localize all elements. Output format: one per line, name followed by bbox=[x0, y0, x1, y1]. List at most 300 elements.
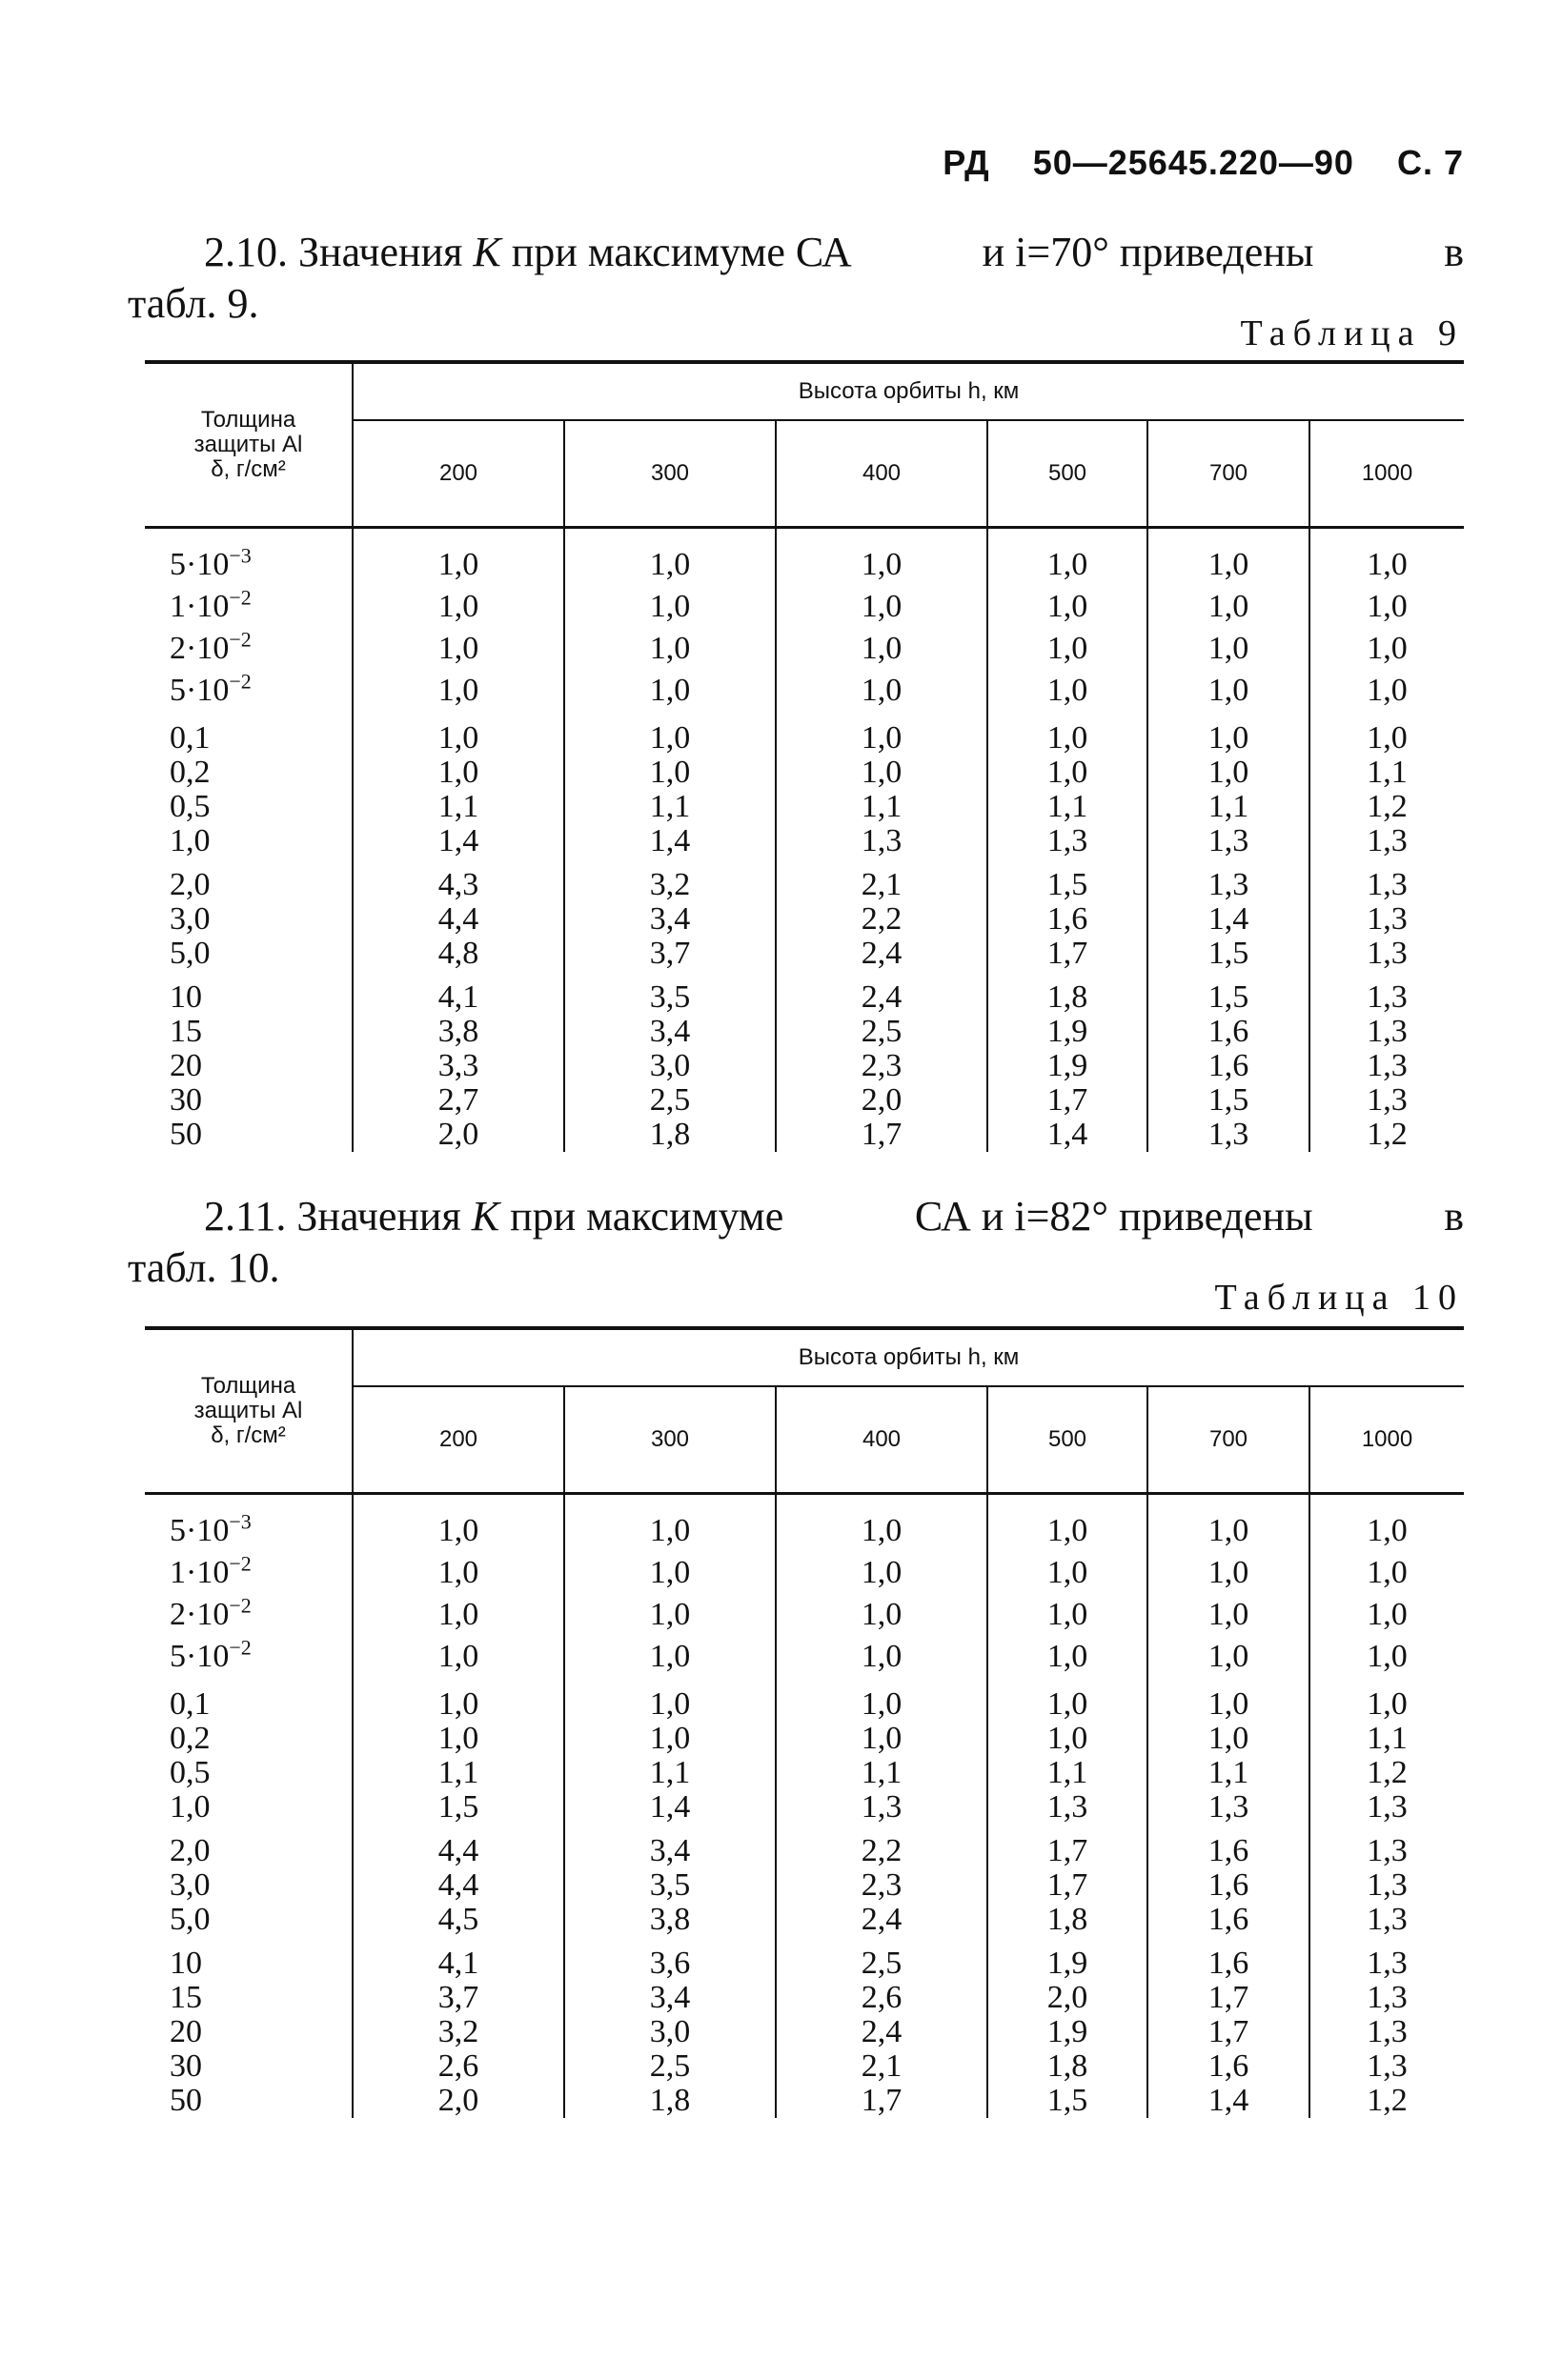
table-cell: 1,0 bbox=[987, 1510, 1147, 1552]
row-label bbox=[145, 1594, 353, 1636]
table-cell: 1,1 bbox=[1147, 1756, 1309, 1790]
table-cell: 1,4 bbox=[987, 1118, 1147, 1152]
stub-header-line: защиты Al bbox=[193, 432, 303, 457]
table-cell: 1,3 bbox=[776, 824, 987, 858]
table-row bbox=[145, 858, 1464, 902]
stub-header-line: защиты Al bbox=[193, 1398, 303, 1423]
table-cell: 1,0 bbox=[987, 1722, 1147, 1756]
table-row bbox=[145, 1083, 1464, 1118]
table-cell: 1,3 bbox=[1147, 858, 1309, 902]
column-header: 1000 bbox=[1309, 420, 1464, 528]
table-cell: 1,0 bbox=[1147, 1678, 1309, 1722]
row-label-exponent: −2 bbox=[229, 1635, 252, 1660]
table-cell: 1,7 bbox=[987, 937, 1147, 971]
table-cell: 1,4 bbox=[437, 823, 479, 858]
group-header: Высота орбиты h, км bbox=[353, 362, 1464, 420]
column-header: 300 bbox=[564, 420, 776, 528]
table-cell: 1,3 bbox=[1309, 1825, 1464, 1868]
table-cell: 1,0 bbox=[437, 1555, 479, 1590]
table-cell: 1,6 bbox=[1147, 2049, 1309, 2084]
table-cell: 3,5 bbox=[564, 1868, 776, 1903]
table-cell: 1,7 bbox=[1147, 1981, 1309, 2015]
table-cell: 1,8 bbox=[987, 971, 1147, 1015]
row-label bbox=[145, 586, 353, 628]
row-label-text: 5·10 bbox=[170, 1639, 230, 1674]
table-cell: 4,4 bbox=[437, 1833, 479, 1868]
row-label-text: 1·10 bbox=[170, 589, 230, 624]
table-cell: 1,3 bbox=[776, 1790, 987, 1825]
page-header bbox=[910, 143, 1464, 183]
table-cell: 1,0 bbox=[564, 1594, 776, 1636]
table-cell: 1,0 bbox=[1147, 544, 1309, 586]
row-label bbox=[145, 1510, 353, 1552]
table-cell: 1,0 bbox=[437, 547, 479, 582]
row-label-exponent: −3 bbox=[229, 543, 252, 568]
table-cell: 4,1 bbox=[437, 1946, 479, 1981]
table-row bbox=[145, 756, 1464, 790]
row-label bbox=[145, 1118, 353, 1152]
table-cell: 1,3 bbox=[1309, 902, 1464, 937]
table-cell: 3,6 bbox=[564, 1937, 776, 1981]
table-cell: 2,1 bbox=[776, 858, 987, 902]
table-cell: 1,8 bbox=[564, 2084, 776, 2118]
table-cell: 1,0 bbox=[1309, 712, 1464, 756]
row-label-text: 15 bbox=[170, 1980, 202, 2015]
table-caption: Таблица 10 bbox=[1214, 1278, 1464, 1318]
table-cell: 3,4 bbox=[564, 902, 776, 937]
table-cell: 2,1 bbox=[776, 2049, 987, 2084]
table-cell: 1,0 bbox=[437, 673, 479, 708]
table-cell: 1,1 bbox=[437, 789, 479, 824]
table-row bbox=[145, 1790, 1464, 1825]
table-cell: 1,6 bbox=[1147, 1937, 1309, 1981]
table-cell: 1,0 bbox=[776, 586, 987, 628]
table-cell: 1,0 bbox=[437, 1686, 479, 1722]
table-cell: 1,0 bbox=[564, 586, 776, 628]
header-page: С. 7 bbox=[1396, 143, 1464, 182]
table-cell: 1,0 bbox=[987, 544, 1147, 586]
table-cell: 1,3 bbox=[1309, 1903, 1464, 1937]
row-label-text: 0,1 bbox=[170, 720, 211, 756]
table-cell: 1,0 bbox=[437, 631, 479, 666]
table-cell: 1,9 bbox=[987, 1049, 1147, 1083]
table-row bbox=[145, 1756, 1464, 1790]
table-cell: 1,0 bbox=[1147, 628, 1309, 670]
table-cell: 3,8 bbox=[564, 1903, 776, 1937]
table-cell: 2,0 bbox=[987, 1981, 1147, 2015]
row-label-text: 1,0 bbox=[170, 1789, 211, 1825]
table-cell: 1,0 bbox=[776, 1594, 987, 1636]
stub-header bbox=[145, 362, 353, 528]
table-row bbox=[145, 824, 1464, 858]
table-cell: 1,0 bbox=[1147, 1552, 1309, 1594]
row-label bbox=[145, 1678, 353, 1722]
row-label-text: 30 bbox=[170, 1082, 202, 1118]
table-cell: 1,3 bbox=[1309, 1049, 1464, 1083]
table-row bbox=[145, 1937, 1464, 1981]
table-cell: 1,7 bbox=[776, 2084, 987, 2118]
table-row bbox=[145, 1015, 1464, 1049]
row-label bbox=[145, 628, 353, 670]
table-cell: 1,5 bbox=[437, 1789, 479, 1825]
table-row bbox=[145, 1594, 1464, 1636]
table-caption: Таблица 9 bbox=[1240, 313, 1464, 353]
row-label-text: 20 bbox=[170, 2014, 202, 2049]
table-cell: 1,7 bbox=[1147, 2015, 1309, 2049]
table-row bbox=[145, 1678, 1464, 1722]
table-cell: 1,3 bbox=[1147, 1790, 1309, 1825]
row-label bbox=[145, 937, 353, 971]
table-cell: 1,0 bbox=[564, 1678, 776, 1722]
table-row bbox=[145, 670, 1464, 712]
table-cell: 1,0 bbox=[1309, 628, 1464, 670]
row-label-text: 50 bbox=[170, 2083, 202, 2118]
table-cell: 1,0 bbox=[564, 628, 776, 670]
table-cell: 2,4 bbox=[776, 1903, 987, 1937]
table-cell: 1,2 bbox=[1309, 1118, 1464, 1152]
header-doc: РД bbox=[943, 143, 990, 182]
row-label bbox=[145, 756, 353, 790]
para-text: при максимуме bbox=[510, 1193, 784, 1240]
table-cell: 2,7 bbox=[437, 1082, 479, 1118]
table-cell: 1,1 bbox=[776, 790, 987, 824]
row-label-text: 2·10 bbox=[170, 631, 230, 666]
table-row bbox=[145, 1118, 1464, 1152]
row-label-text: 15 bbox=[170, 1014, 202, 1049]
table-cell: 1,0 bbox=[1147, 1510, 1309, 1552]
table-cell: 1,3 bbox=[1147, 1118, 1309, 1152]
row-label-exponent: −2 bbox=[229, 585, 252, 610]
row-label bbox=[145, 1825, 353, 1868]
table-row bbox=[145, 628, 1464, 670]
table-cell: 1,0 bbox=[776, 1636, 987, 1678]
table-cell: 1,1 bbox=[987, 1756, 1147, 1790]
table-cell: 3,2 bbox=[564, 858, 776, 902]
table-row bbox=[145, 1903, 1464, 1937]
table-cell: 1,1 bbox=[1309, 1722, 1464, 1756]
table-cell: 1,2 bbox=[1309, 1756, 1464, 1790]
table-cell: 1,0 bbox=[987, 1552, 1147, 1594]
para-text: табл. 10. bbox=[128, 1244, 280, 1291]
table-cell: 4,1 bbox=[437, 979, 479, 1015]
row-label-text: 30 bbox=[170, 2048, 202, 2084]
table-cell: 1,6 bbox=[1147, 1868, 1309, 1903]
para-text: при максимуме СА bbox=[511, 229, 852, 275]
table-row bbox=[145, 2084, 1464, 2118]
table-cell: 1,0 bbox=[564, 544, 776, 586]
table-cell: 2,5 bbox=[776, 1015, 987, 1049]
table-row bbox=[145, 544, 1464, 586]
table-cell: 3,7 bbox=[564, 937, 776, 971]
table-cell: 1,5 bbox=[987, 858, 1147, 902]
row-label bbox=[145, 1937, 353, 1981]
row-label bbox=[145, 1981, 353, 2015]
row-label-text: 20 bbox=[170, 1048, 202, 1083]
table-cell: 2,0 bbox=[437, 1117, 479, 1152]
row-label bbox=[145, 1083, 353, 1118]
table-row bbox=[145, 937, 1464, 971]
table-cell: 1,6 bbox=[1147, 1049, 1309, 1083]
table-cell: 1,0 bbox=[776, 1552, 987, 1594]
row-label bbox=[145, 1049, 353, 1083]
table-cell: 2,2 bbox=[776, 902, 987, 937]
table-cell: 1,0 bbox=[437, 755, 479, 790]
para-text: табл. 9. bbox=[128, 280, 259, 327]
row-label bbox=[145, 2049, 353, 2084]
table-row bbox=[145, 790, 1464, 824]
column-header: 200 bbox=[438, 460, 478, 486]
table-cell: 1,8 bbox=[564, 1118, 776, 1152]
header-row bbox=[145, 1328, 1464, 1386]
table-cell: 1,0 bbox=[1147, 1636, 1309, 1678]
row-label-text: 0,1 bbox=[170, 1686, 211, 1722]
table-cell: 3,7 bbox=[437, 1980, 479, 2015]
table-cell: 2,4 bbox=[776, 937, 987, 971]
table-row bbox=[145, 1636, 1464, 1678]
table-cell: 4,4 bbox=[437, 1867, 479, 1903]
table-cell: 1,9 bbox=[987, 2015, 1147, 2049]
row-label bbox=[145, 1790, 353, 1825]
table-cell: 1,0 bbox=[776, 1678, 987, 1722]
table-cell: 1,3 bbox=[987, 1790, 1147, 1825]
para-text: 2.11. Значения bbox=[204, 1193, 461, 1240]
row-label-text: 5,0 bbox=[170, 1902, 211, 1937]
table-cell: 1,0 bbox=[1309, 1678, 1464, 1722]
table-row bbox=[145, 586, 1464, 628]
column-header: 1000 bbox=[1309, 1386, 1464, 1494]
table-cell: 2,0 bbox=[437, 2083, 479, 2118]
table-cell: 1,5 bbox=[1147, 1083, 1309, 1118]
stub-header-line: Толщина bbox=[200, 1373, 296, 1399]
table-cell: 1,0 bbox=[564, 756, 776, 790]
row-label-text: 2,0 bbox=[170, 1833, 211, 1868]
table-row bbox=[145, 1981, 1464, 2015]
row-label bbox=[145, 858, 353, 902]
table-row bbox=[145, 2049, 1464, 2084]
data-table bbox=[145, 360, 1464, 1152]
table-cell: 1,5 bbox=[1147, 937, 1309, 971]
table-cell: 1,4 bbox=[1147, 2084, 1309, 2118]
row-label bbox=[145, 824, 353, 858]
table-row bbox=[145, 1510, 1464, 1552]
row-label bbox=[145, 2084, 353, 2118]
stub-header bbox=[145, 1328, 353, 1494]
table-cell: 2,0 bbox=[776, 1083, 987, 1118]
table-cell: 1,3 bbox=[1309, 937, 1464, 971]
table-cell: 1,0 bbox=[1147, 756, 1309, 790]
table-cell: 1,0 bbox=[776, 1722, 987, 1756]
table-cell: 2,5 bbox=[776, 1937, 987, 1981]
column-header: 700 bbox=[1147, 1386, 1309, 1494]
table-cell: 1,0 bbox=[437, 720, 479, 756]
table-row bbox=[145, 2015, 1464, 2049]
table-cell: 1,0 bbox=[1309, 1510, 1464, 1552]
table-cell: 1,3 bbox=[1309, 1015, 1464, 1049]
para-text: и i=70° приведены bbox=[982, 229, 1314, 275]
table-cell: 1,0 bbox=[1309, 1594, 1464, 1636]
table-cell: 3,4 bbox=[564, 1981, 776, 2015]
table-cell: 1,1 bbox=[564, 790, 776, 824]
table-cell: 2,4 bbox=[776, 971, 987, 1015]
table-cell: 3,4 bbox=[564, 1015, 776, 1049]
table-cell: 1,0 bbox=[564, 1722, 776, 1756]
table-cell: 2,4 bbox=[776, 2015, 987, 2049]
row-label-exponent: −2 bbox=[229, 669, 252, 694]
row-label-text: 10 bbox=[170, 979, 202, 1015]
row-label-text: 0,2 bbox=[170, 755, 211, 790]
column-header: 300 bbox=[564, 1386, 776, 1494]
table-cell: 1,0 bbox=[987, 712, 1147, 756]
table-cell: 1,1 bbox=[1309, 756, 1464, 790]
table-cell: 4,8 bbox=[437, 936, 479, 971]
table-cell: 1,0 bbox=[1309, 670, 1464, 712]
table-cell: 1,0 bbox=[564, 1510, 776, 1552]
table-cell: 1,5 bbox=[987, 2084, 1147, 2118]
table-cell: 1,0 bbox=[987, 586, 1147, 628]
table-cell: 1,1 bbox=[564, 1756, 776, 1790]
row-label bbox=[145, 2015, 353, 2049]
table-row bbox=[145, 712, 1464, 756]
header-row bbox=[145, 362, 1464, 420]
para-text: в bbox=[1444, 229, 1464, 275]
row-label-text: 10 bbox=[170, 1946, 202, 1981]
table-cell: 1,9 bbox=[987, 1015, 1147, 1049]
table-cell: 1,1 bbox=[987, 790, 1147, 824]
row-label bbox=[145, 1756, 353, 1790]
table-row bbox=[145, 1049, 1464, 1083]
table-cell: 3,4 bbox=[564, 1825, 776, 1868]
row-label-text: 2,0 bbox=[170, 867, 211, 902]
table-cell: 1,3 bbox=[987, 824, 1147, 858]
table-cell: 1,7 bbox=[987, 1825, 1147, 1868]
table-cell: 1,0 bbox=[437, 1513, 479, 1548]
para-symbol-k: K bbox=[473, 229, 501, 275]
table-cell: 1,3 bbox=[1309, 1981, 1464, 2015]
row-label bbox=[145, 790, 353, 824]
table-cell: 4,5 bbox=[437, 1902, 479, 1937]
table-cell: 1,0 bbox=[1309, 1636, 1464, 1678]
table-row bbox=[145, 971, 1464, 1015]
row-label-text: 5·10 bbox=[170, 547, 230, 582]
row-label bbox=[145, 712, 353, 756]
table-cell: 3,2 bbox=[437, 2014, 479, 2049]
table-cell: 1,0 bbox=[1147, 712, 1309, 756]
row-label bbox=[145, 1015, 353, 1049]
table-cell: 2,3 bbox=[776, 1868, 987, 1903]
table-cell: 1,4 bbox=[564, 1790, 776, 1825]
table-cell: 1,8 bbox=[987, 1903, 1147, 1937]
table-cell: 1,6 bbox=[1147, 1825, 1309, 1868]
table-cell: 1,4 bbox=[564, 824, 776, 858]
para-text: в bbox=[1444, 1193, 1464, 1240]
table-cell: 1,0 bbox=[1147, 1722, 1309, 1756]
stub-header-line: δ, г/см² bbox=[211, 1422, 286, 1448]
table-row bbox=[145, 902, 1464, 937]
table-cell: 1,3 bbox=[1309, 824, 1464, 858]
table-cell: 1,6 bbox=[1147, 1015, 1309, 1049]
table-cell: 3,5 bbox=[564, 971, 776, 1015]
table-cell: 1,3 bbox=[1309, 2015, 1464, 2049]
table-cell: 3,8 bbox=[437, 1014, 479, 1049]
table-cell: 1,1 bbox=[1147, 790, 1309, 824]
table-row bbox=[145, 1722, 1464, 1756]
row-label-text: 5·10 bbox=[170, 673, 230, 708]
table-cell: 1,0 bbox=[1147, 586, 1309, 628]
row-label-text: 5,0 bbox=[170, 936, 211, 971]
table-cell: 1,0 bbox=[987, 628, 1147, 670]
table-cell: 1,9 bbox=[987, 1937, 1147, 1981]
row-label bbox=[145, 902, 353, 937]
table-cell: 1,6 bbox=[1147, 1903, 1309, 1937]
table-row bbox=[145, 1825, 1464, 1868]
data-table bbox=[145, 1326, 1464, 2118]
table-cell: 1,0 bbox=[776, 712, 987, 756]
table-cell: 3,0 bbox=[564, 2015, 776, 2049]
table-cell: 1,0 bbox=[1309, 586, 1464, 628]
row-label bbox=[145, 971, 353, 1015]
table-cell: 1,0 bbox=[564, 1552, 776, 1594]
para-symbol-k: K bbox=[471, 1193, 500, 1240]
row-label-text: 5·10 bbox=[170, 1513, 230, 1548]
row-label bbox=[145, 1722, 353, 1756]
table-cell: 1,3 bbox=[1309, 1083, 1464, 1118]
row-label-text: 0,5 bbox=[170, 789, 211, 824]
header-separator bbox=[145, 528, 1464, 545]
table-cell: 1,7 bbox=[776, 1118, 987, 1152]
table-cell: 1,3 bbox=[1309, 971, 1464, 1015]
table-cell: 1,7 bbox=[987, 1868, 1147, 1903]
table-cell: 1,1 bbox=[437, 1755, 479, 1790]
table-cell: 1,0 bbox=[1309, 544, 1464, 586]
table-cell: 1,3 bbox=[1309, 1790, 1464, 1825]
row-label-text: 2·10 bbox=[170, 1597, 230, 1632]
table-row bbox=[145, 1868, 1464, 1903]
para-text: СА и i=82° приведены bbox=[914, 1193, 1313, 1240]
table-cell: 1,0 bbox=[437, 589, 479, 624]
row-label-exponent: −2 bbox=[229, 1551, 252, 1576]
table-cell: 1,0 bbox=[437, 1639, 479, 1674]
table-cell: 1,0 bbox=[1147, 1594, 1309, 1636]
table-cell: 1,0 bbox=[564, 670, 776, 712]
row-label-exponent: −3 bbox=[229, 1509, 252, 1534]
row-label-text: 3,0 bbox=[170, 1867, 211, 1903]
table-cell: 1,8 bbox=[987, 2049, 1147, 2084]
column-header: 400 bbox=[776, 420, 987, 528]
table-cell: 1,0 bbox=[1147, 670, 1309, 712]
row-label-text: 0,5 bbox=[170, 1755, 211, 1790]
group-header: Высота орбиты h, км bbox=[353, 1328, 1464, 1386]
table-cell: 3,0 bbox=[564, 1049, 776, 1083]
table-cell: 1,3 bbox=[1309, 1937, 1464, 1981]
table-cell: 3,3 bbox=[437, 1048, 479, 1083]
table-cell: 1,0 bbox=[987, 1636, 1147, 1678]
table-cell: 1,5 bbox=[1147, 971, 1309, 1015]
table-cell: 1,6 bbox=[987, 902, 1147, 937]
column-header: 500 bbox=[987, 420, 1147, 528]
stub-header-line: Толщина bbox=[200, 407, 296, 433]
table-cell: 1,4 bbox=[1147, 902, 1309, 937]
table-cell: 4,3 bbox=[437, 867, 479, 902]
column-header: 500 bbox=[987, 1386, 1147, 1494]
row-label bbox=[145, 544, 353, 586]
table-cell: 1,3 bbox=[1147, 824, 1309, 858]
table-cell: 1,0 bbox=[987, 670, 1147, 712]
row-label-text: 3,0 bbox=[170, 901, 211, 937]
table-cell: 1,0 bbox=[776, 670, 987, 712]
table-row bbox=[145, 1552, 1464, 1594]
table-cell: 2,6 bbox=[776, 1981, 987, 2015]
column-header: 200 bbox=[438, 1426, 478, 1452]
